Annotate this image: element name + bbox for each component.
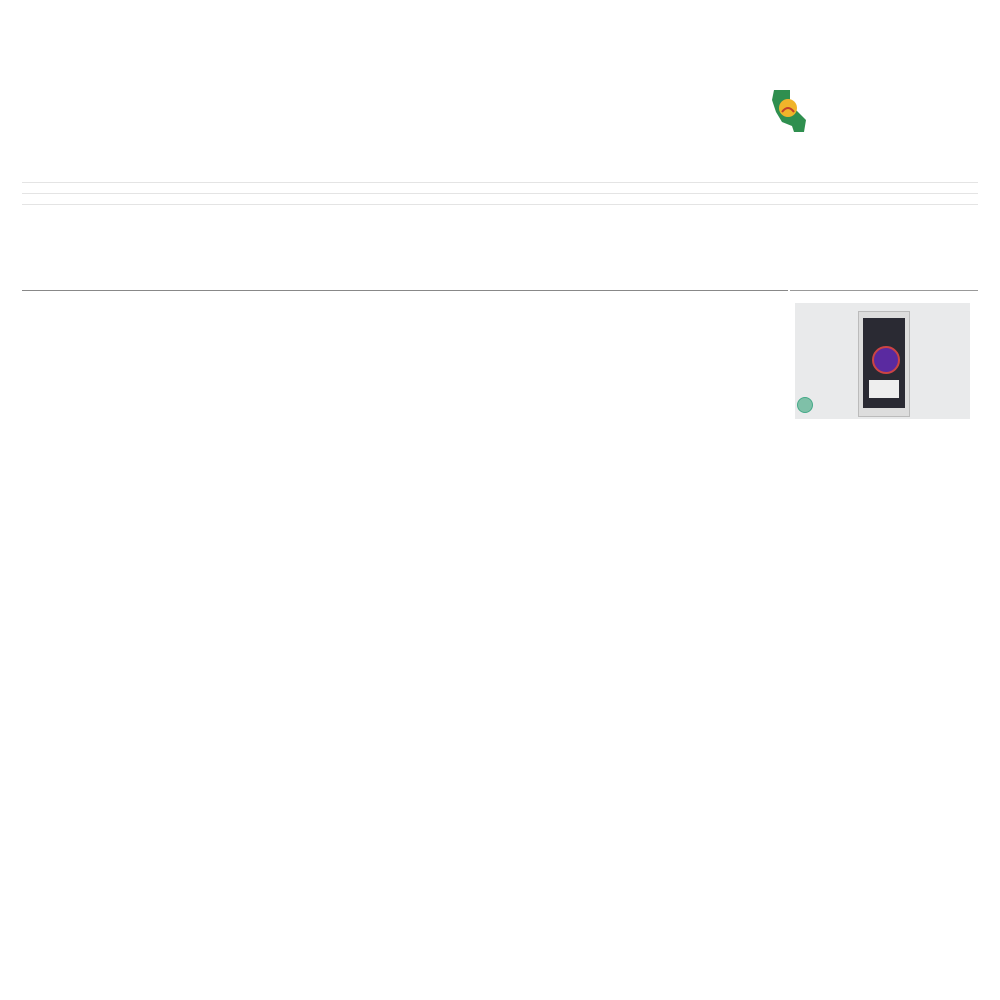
sample-photo bbox=[795, 303, 970, 419]
product-label bbox=[869, 380, 899, 398]
photo-divider bbox=[790, 290, 978, 291]
product-package bbox=[858, 311, 910, 417]
sample-line bbox=[22, 110, 25, 128]
sdpharmlabs-logo bbox=[760, 82, 980, 138]
info-row bbox=[22, 204, 978, 215]
results-header-row bbox=[22, 268, 788, 291]
lab-seal-icon bbox=[797, 397, 813, 413]
product-face bbox=[863, 318, 905, 408]
product-graphic bbox=[872, 346, 900, 374]
california-map-icon bbox=[760, 82, 816, 138]
